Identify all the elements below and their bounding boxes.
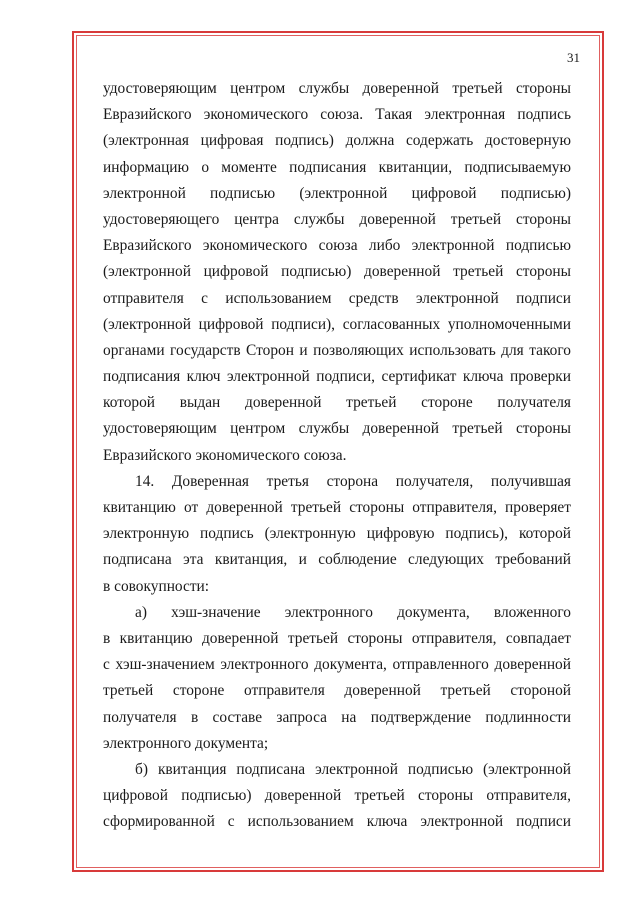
text-line: которой выдан доверенной третьей стороне получателя xyxy=(103,394,571,412)
text-line: Евразийского экономического союза. Такая электронная подпись xyxy=(103,106,571,124)
text-line: третьей стороне отправителя доверенной третьей стороной xyxy=(103,682,571,700)
text-line: а) хэш-значение электронного документа, вложенного xyxy=(135,603,571,621)
text-line: (электронной цифровой подписи), согласованных уполномоченными xyxy=(103,315,571,333)
text-line: удостоверяющим центром службы доверенной третьей стороны xyxy=(103,420,571,438)
text-line: с хэш-значением электронного документа, отправленного доверенной xyxy=(103,656,571,674)
text-line: отправителя с использованием средств электронной подписи xyxy=(103,289,571,307)
text-line: получателя в составе запроса на подтверждение подлинности xyxy=(103,708,571,726)
text-line: подписана эта квитанция, и соблюдение следующих требований xyxy=(103,551,571,569)
text-line: 14. Доверенная третья сторона получателя, получившая xyxy=(135,472,571,490)
text-line: органами государств Сторон и позволяющих использовать для такого xyxy=(103,341,571,359)
text-line: квитанцию от доверенной третьей стороны отправителя, проверяет xyxy=(103,499,571,516)
text-line: б) квитанция подписана электронной подписью (электронной xyxy=(135,760,571,778)
text-line: электронного документа; xyxy=(103,734,269,752)
text-line: сформированной с использованием ключа электронной подписи xyxy=(103,813,571,831)
text-line: удостоверяющим центром службы доверенной третьей стороны xyxy=(103,80,571,97)
text-line: информацию о моменте подписания квитанции, подписываемую xyxy=(103,158,571,176)
text-line: подписания ключ электронной подписи, сертификат ключа проверки xyxy=(103,368,571,386)
page-number: 31 xyxy=(567,50,580,65)
text-line: (электронная цифровая подпись) должна содержать достоверную xyxy=(103,132,571,150)
text-line: (электронной цифровой подписью) доверенной третьей стороны xyxy=(103,263,571,281)
text-line: в совокупности: xyxy=(103,577,210,595)
document-body xyxy=(103,76,571,835)
text-line: удостоверяющего центра службы доверенной третьей стороны xyxy=(103,210,571,228)
text-line: электронной подписью (электронной цифровой подписью) xyxy=(103,184,571,202)
text-line: Евразийского экономического союза. xyxy=(103,446,347,464)
text-line: цифровой подписью) доверенной третьей стороны отправителя, xyxy=(103,787,571,805)
text-line: Евразийского экономического союза либо электронной подписью xyxy=(103,237,571,255)
text-line: в квитанцию доверенной третьей стороны отправителя, совпадает xyxy=(103,629,571,647)
text-line: электронную подпись (электронную цифровую подпись), которой xyxy=(103,525,571,543)
